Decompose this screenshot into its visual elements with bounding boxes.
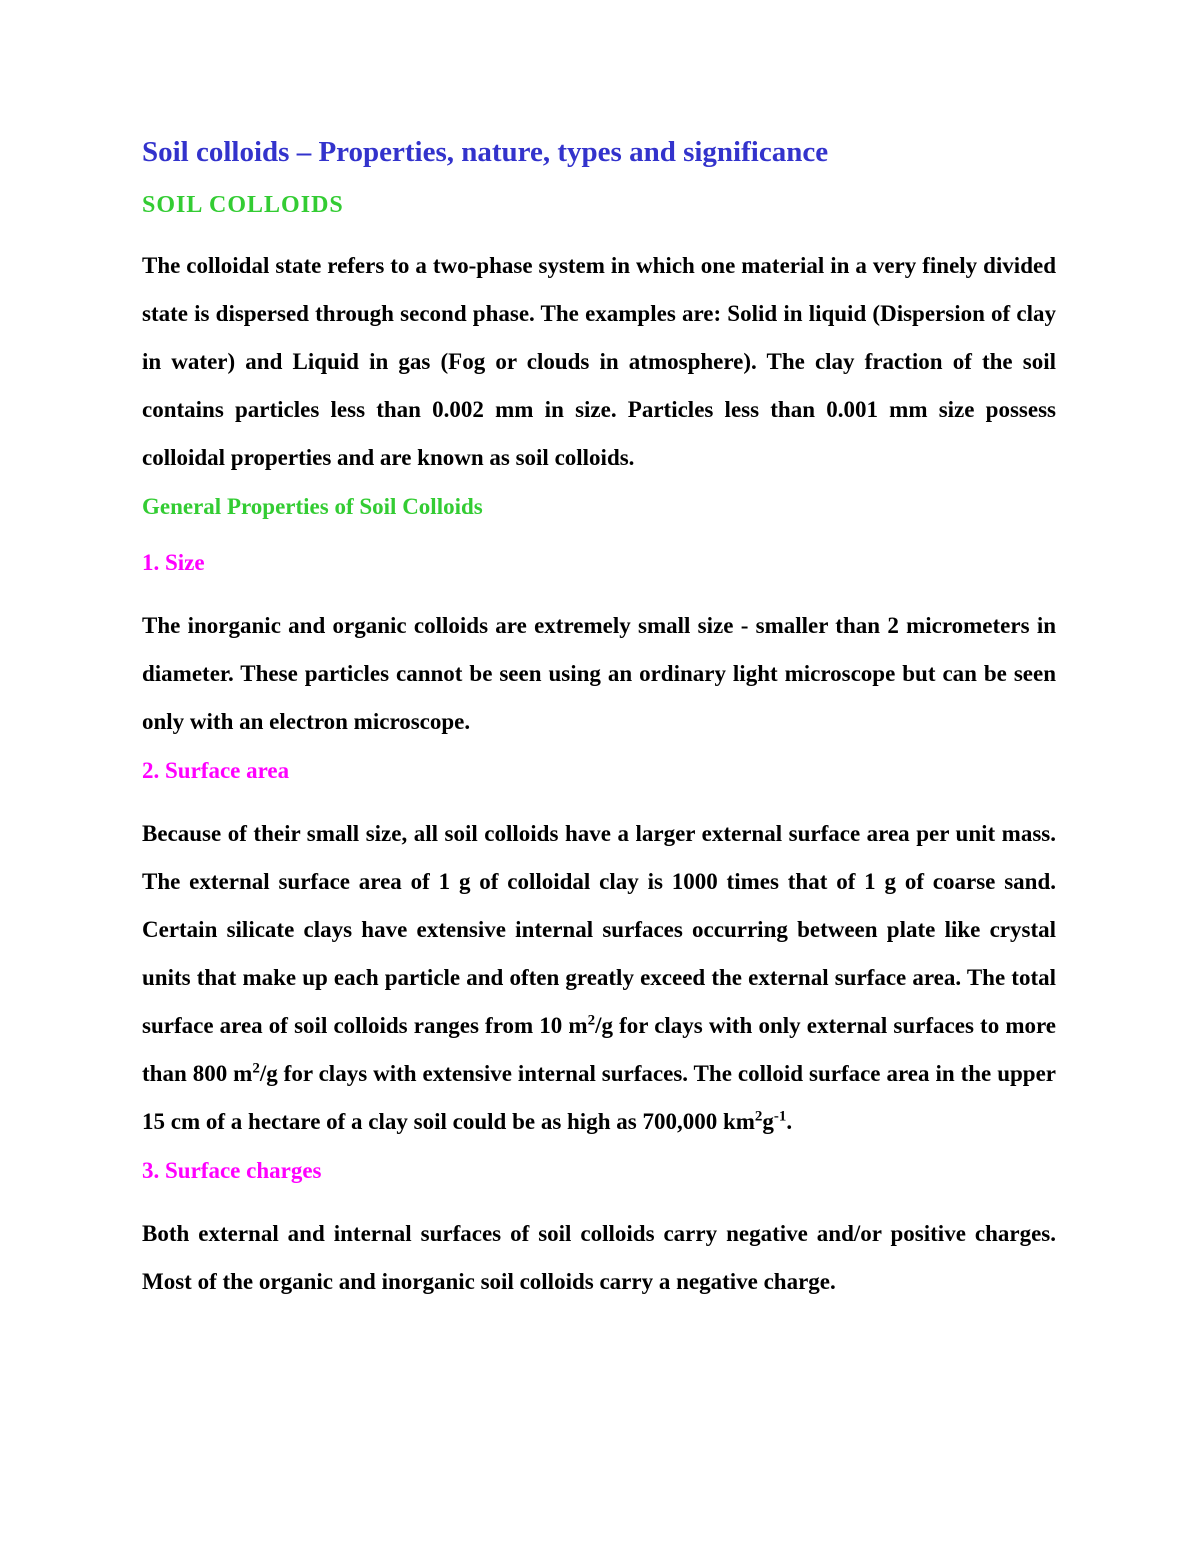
paragraph-surface-area — [142, 810, 1056, 1146]
body-text-segment: Both external and internal surfaces of soil colloids carry negative and/or positive charges. Most of the organic and inorganic soil colloids carry a negative charge. — [142, 1221, 1056, 1294]
paragraph-size — [142, 602, 1056, 746]
paragraph-colloidal-state — [142, 242, 1056, 482]
body-text-segment: /g for clays with extensive internal surfaces. The colloid surface area in the upper 15 cm of a hectare of a clay soil could be as high as 700,000 km — [142, 1061, 1056, 1134]
subheading-size: 1. Size — [142, 550, 205, 575]
section-heading-general-properties: General Properties of Soil Colloids — [142, 494, 483, 519]
paragraph-surface-charges — [142, 1210, 1056, 1306]
body-text-segment: The inorganic and organic colloids are extremely small size - smaller than 2 micrometers in diameter. These particles cannot be seen using an ordinary light microscope but can be seen only with an electron microscope. — [142, 613, 1056, 734]
superscript-text: -1 — [773, 1108, 787, 1125]
superscript-text: 2 — [587, 1012, 596, 1029]
superscript-text: 2 — [754, 1108, 763, 1125]
document-title: Soil colloids – Properties, nature, types and significance — [142, 136, 829, 168]
body-text-segment: . — [786, 1109, 793, 1134]
body-text-segment: The colloidal state refers to a two-phase system in which one material in a very finely divided state is dispersed through second phase. The examples are: Solid in liquid (Dispersion of clay in water) and Liquid in gas (Fog or clouds in atmosphere). The clay fraction of the soil contains particles less than 0.002 mm in size. Particles less than 0.001 mm size possess colloidal properties and are known as soil colloids. — [142, 253, 1056, 470]
superscript-text: 2 — [252, 1060, 260, 1077]
section-heading-soil-colloids: SOIL COLLOIDS — [142, 192, 344, 218]
subheading-surface-charges: 3. Surface charges — [142, 1158, 322, 1183]
body-text-segment: Because of their small size, all soil colloids have a larger external surface area per unit mass. The external surface area of 1 g of colloidal clay is 1000 times that of 1 g of coarse sand. Certain silicate clays have extensive internal surfaces occurring between plate like crystal units that make up each particle and often greatly exceed the external surface area. The total surface area of soil colloids ranges from 10 m — [142, 821, 1056, 1038]
body-text-segment: /g for clays with only external surfaces to more than 800 m — [142, 1013, 1056, 1086]
subheading-surface-area: 2. Surface area — [142, 758, 290, 783]
body-text-segment: g — [762, 1109, 774, 1134]
